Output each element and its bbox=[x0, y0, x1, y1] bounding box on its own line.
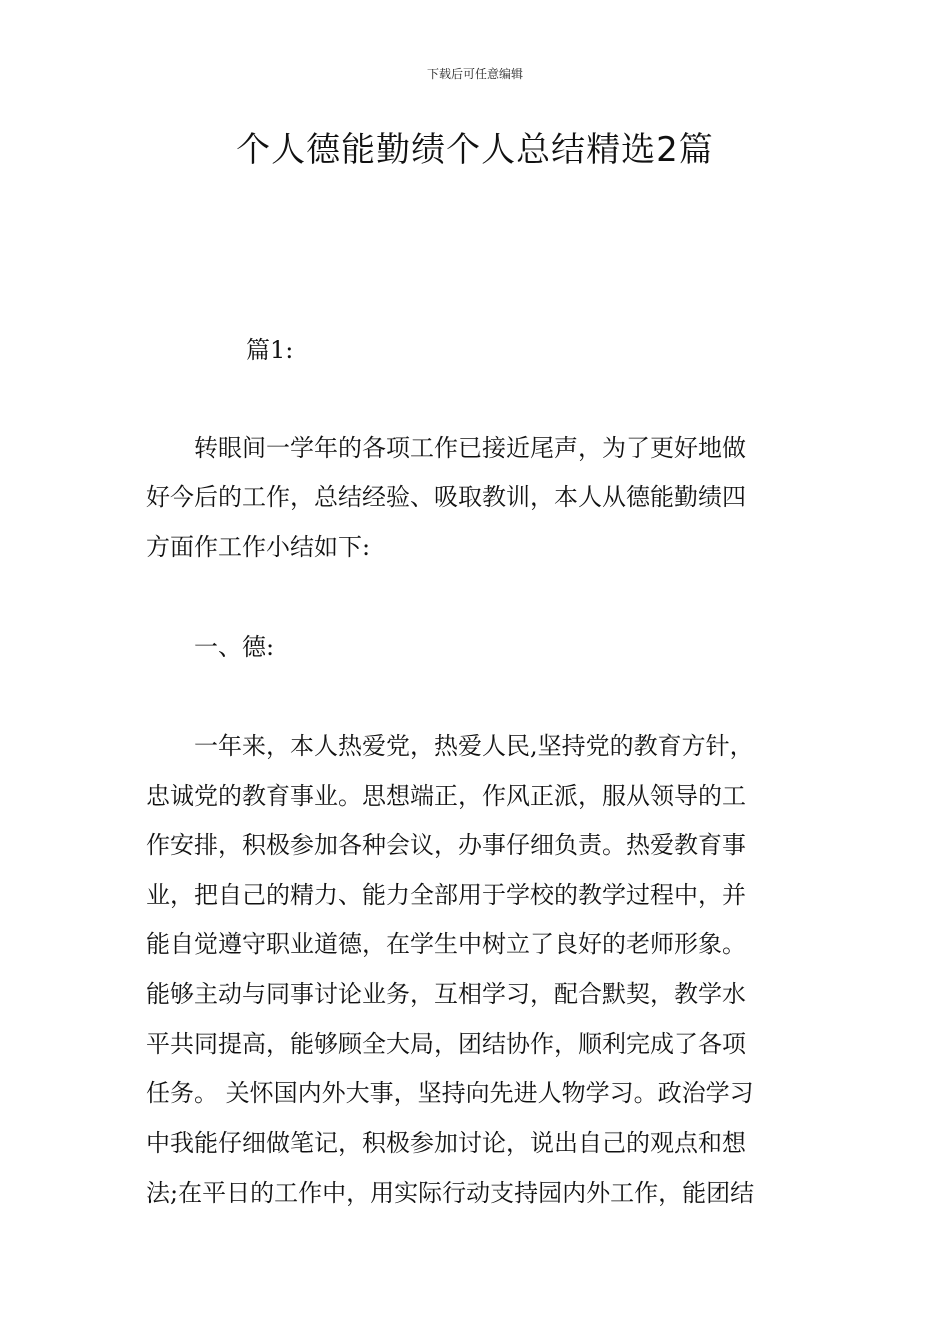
subheading: 一、德: bbox=[194, 633, 275, 661]
paragraph-line: 能自觉遵守职业道德，在学生中树立了良好的老师形象。 bbox=[146, 930, 746, 958]
paragraph-line: 能够主动与同事讨论业务，互相学习，配合默契，教学水 bbox=[146, 980, 746, 1008]
document-title: 个人德能勤绩个人总结精选2篇 bbox=[236, 130, 714, 170]
paragraph-line: 转眼间一学年的各项工作已接近尾声，为了更好地做 bbox=[194, 434, 746, 462]
paragraph-line: 中我能仔细做笔记，积极参加讨论，说出自己的观点和想 bbox=[146, 1129, 746, 1157]
section-label: 篇1: bbox=[246, 336, 294, 364]
paragraph-line: 作安排，积极参加各种会议，办事仔细负责。热爱教育事 bbox=[146, 831, 746, 859]
paragraph-line: 法;在平日的工作中，用实际行动支持园内外工作，能团结 bbox=[146, 1179, 755, 1207]
paragraph-line: 一年来，本人热爱党，热爱人民,坚持党的教育方针， bbox=[194, 732, 754, 760]
paragraph-line: 平共同提高，能够顾全大局，团结协作，顺利完成了各项 bbox=[146, 1030, 746, 1058]
paragraph-line: 业，把自己的精力、能力全部用于学校的教学过程中，并 bbox=[146, 881, 746, 909]
paragraph-line: 任务。 关怀国内外大事，坚持向先进人物学习。政治学习 bbox=[146, 1079, 754, 1107]
paragraph-line: 方面作工作小结如下: bbox=[146, 533, 371, 561]
header-note: 下载后可任意编辑 bbox=[426, 67, 523, 81]
paragraph-line: 忠诚党的教育事业。思想端正，作风正派，服从领导的工 bbox=[146, 782, 746, 810]
paragraph-line: 好今后的工作，总结经验、吸取教训，本人从德能勤绩四 bbox=[146, 483, 746, 511]
